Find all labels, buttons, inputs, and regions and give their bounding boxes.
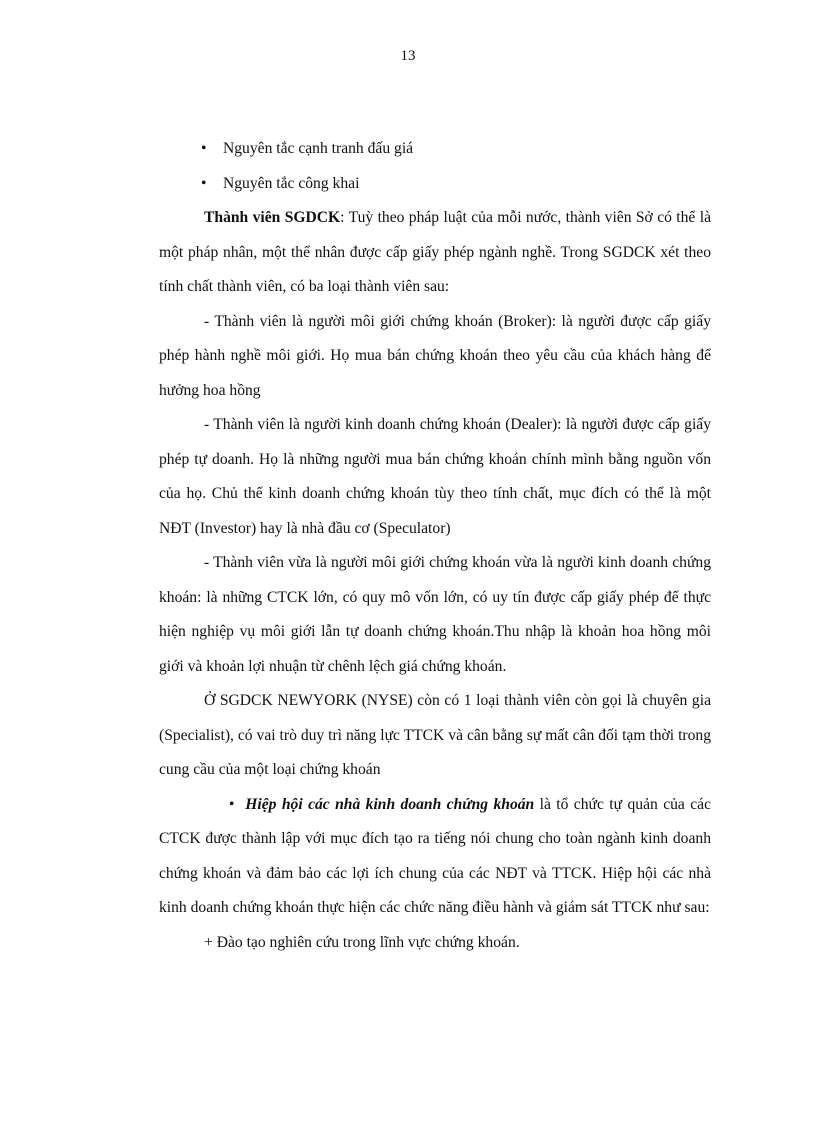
bullet-item-auction [159, 132, 711, 167]
bullet-dot: • [201, 140, 207, 157]
association-bullet: • [229, 795, 235, 813]
bullet-dot: • [201, 174, 207, 192]
association-text: là tổ chức tự quản của các CTCK được thành lập với mục đích tạo ra tiếng nói chung cho toàn ngành kinh doanh chứng khoán và đảm bảo các lợi ích chung của các NĐT và TTCK. Hiệp hội các nhà kinh doanh chứng khoán thực hiện các chức năng điều hành và giám sát TTCK như sau: [159, 795, 712, 916]
document-body [159, 132, 711, 960]
members-intro-text: : Tuỳ theo pháp luật của mỗi nước, thành viên Sở có thể là một pháp nhân, một thể nhân được cấp giấy phép ngành nghề. Trong SGDCK xét theo tính chất thành viên, có ba loại thành viên sau: [159, 209, 711, 295]
association-paragraph [159, 788, 711, 926]
broker-paragraph: - Thành viên là người môi giới chứng khoán (Broker): là người được cấp giấy phép hành nghề môi giới. Họ mua bán chứng khoán theo yêu cầu của khách hàng để hưởng hoa hồng [159, 312, 711, 399]
dealer-paragraph: - Thành viên là người kinh doanh chứng khoán (Dealer): là người được cấp giấy phép tự doanh. Họ là những người mua bán chứng khoán chính mình bằng nguồn vốn của họ. Chủ thể kinh doanh chứng khoán tùy theo tính chất, mục đích có thể là một NĐT (Investor) hay là nhà đầu cơ (Speculator) [159, 416, 711, 537]
nyse-paragraph: Ở SGDCK NEWYORK (NYSE) còn có 1 loại thành viên còn gọi là chuyên gia (Specialist), có vai trò duy trì năng lực TTCK và cân bằng sự mất cân đối tạm thời trong cung cầu của một loại chứng khoán [159, 692, 711, 778]
bullet-text: Nguyên tắc cạnh tranh đấu giá [223, 140, 414, 157]
association-heading: Hiệp hội các nhà kinh doanh chứng khoán [245, 795, 535, 813]
bullet-item-public [159, 167, 711, 202]
broker-dealer-paragraph: - Thành viên vừa là người môi giới chứng khoán vừa là người kinh doanh chứng khoán: là những CTCK lớn, có quy mô vốn lớn, có uy tín được cấp giấy phép để thực hiện nghiệp vụ môi giới lẫn tự doanh chứng khoán.Thu nhập là khoản hoa hồng môi giới và khoản lợi nhuận từ chênh lệch giá chứng khoán. [159, 554, 711, 675]
members-intro-paragraph [159, 201, 711, 305]
association-item-1: + Đào tạo nghiên cứu trong lĩnh vực chứng khoán. [204, 933, 520, 951]
page-number: 13 [400, 48, 416, 64]
members-heading: Thành viên SGDCK [204, 209, 341, 226]
bullet-text: Nguyên tắc công khai [223, 174, 360, 192]
